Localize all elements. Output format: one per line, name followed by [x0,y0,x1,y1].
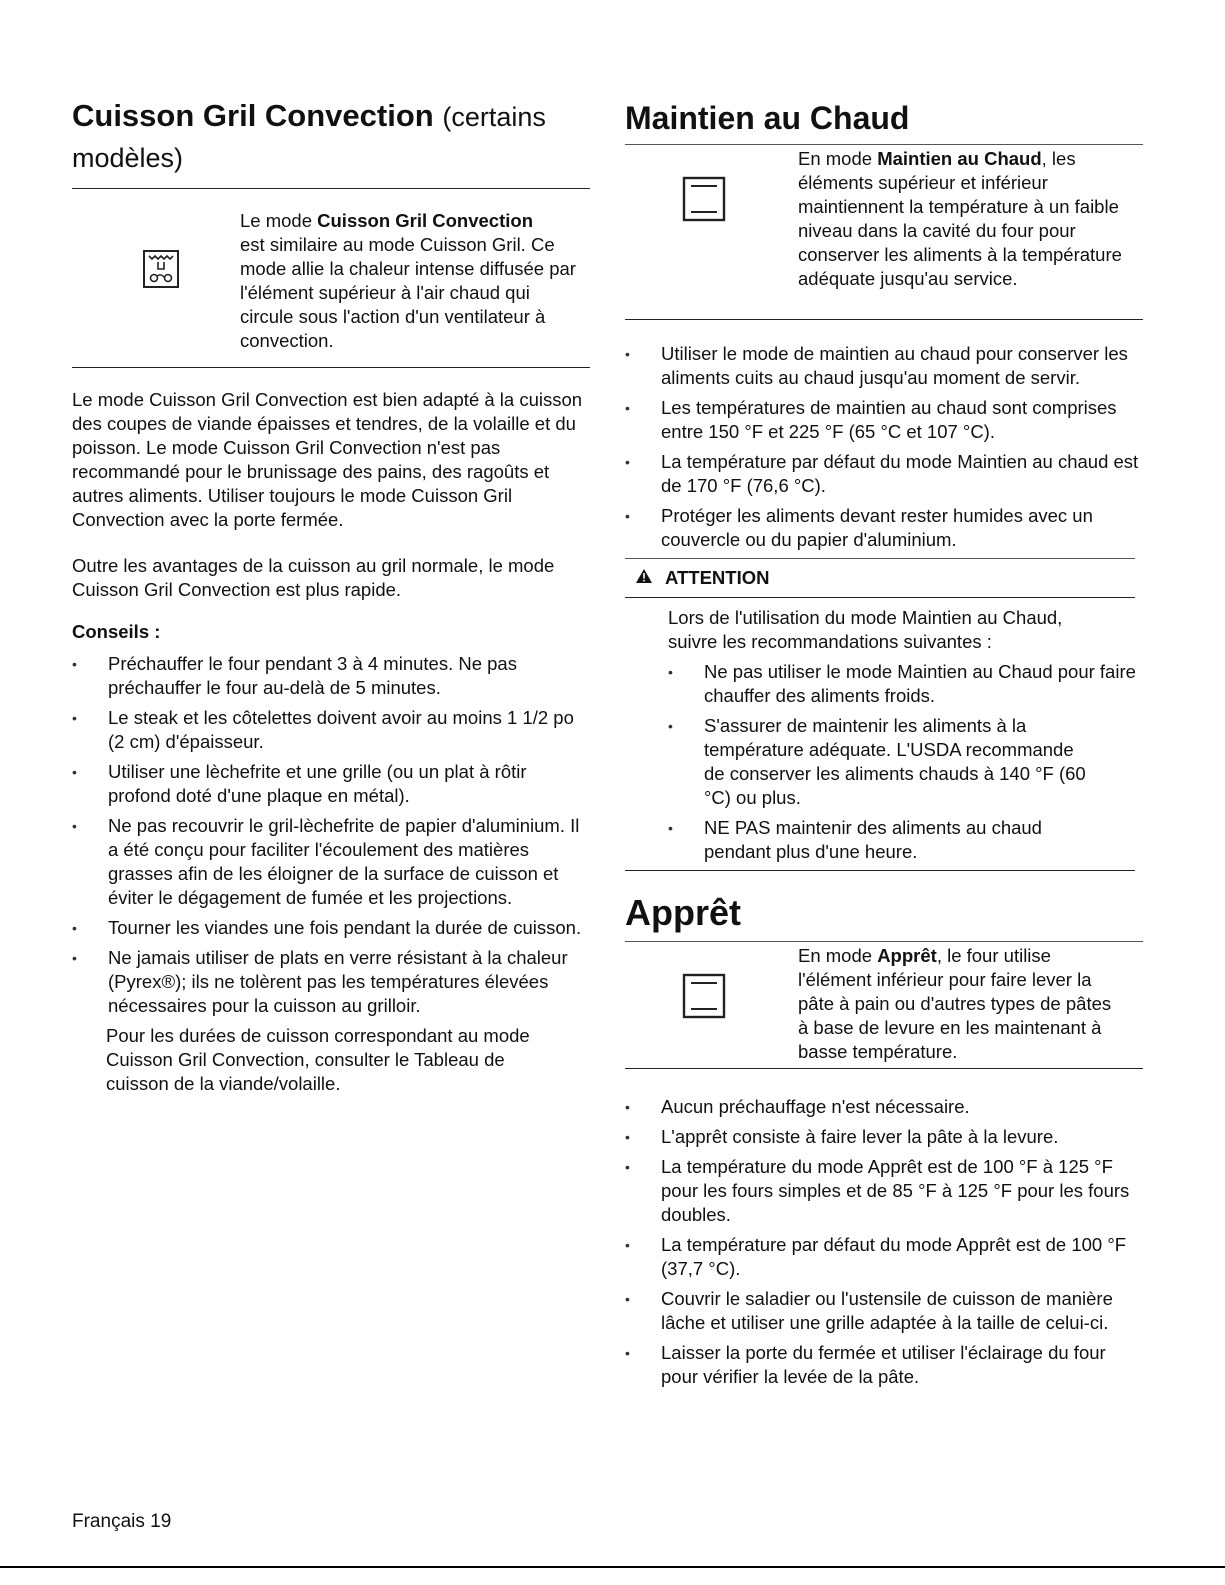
proof-intro-text [798,942,1118,1064]
list-item: • NE PAS maintenir des aliments au chaud pendant plus d'une heure. [668,816,1094,864]
right-column [625,96,1143,1395]
attention-body [625,606,1143,864]
list-item: • Ne pas utiliser le mode Maintien au Chaud pour faire chauffer des aliments froids. [668,660,1143,708]
list-item: • La température par défaut du mode Apprêt est de 100 °F (37,7 °C). [625,1233,1143,1281]
section-title-warm: Maintien au Chaud [625,100,910,136]
warming-mode-icon [625,145,798,315]
divider [625,870,1135,871]
divider [625,1068,1143,1069]
divider [625,319,1143,320]
list-item: • Préchauffer le four pendant 3 à 4 minutes. Ne pas préchauffer le four au-delà de 5 minutes. [72,652,590,700]
warm-intro-text [798,145,1128,291]
section-title-proof: Apprêt [625,892,741,933]
tips-heading: Conseils : [72,621,161,642]
paragraph: Outre les avantages de la cuisson au gril normale, le mode Cuisson Gril Convection est plus rapide. [72,555,555,600]
attention-label: ATTENTION [665,567,770,588]
tips-list [72,652,590,1018]
page-bottom-rule [0,1566,1225,1568]
list-item: • Ne jamais utiliser de plats en verre résistant à la chaleur (Pyrex®); ils ne tolèrent pas les températures élevées nécessaires pour la cuisson au grilloir. [72,946,590,1018]
intro-text [240,209,576,353]
title-rest: (certains [442,102,546,132]
list-item: • S'assurer de maintenir les aliments à la température adéquate. L'USDA recommande de conserver les aliments chauds à 140 °F (60 °C) ou plus. [668,714,1094,810]
list-item: • Le steak et les côtelettes doivent avoir au moins 1 1/2 po (2 cm) d'épaisseur. [72,706,590,754]
title-bold: Cuisson Gril Convection [72,98,434,133]
list-item: • L'apprêt consiste à faire lever la pâte à la levure. [625,1125,1143,1149]
page-number: Français 19 [72,1511,172,1532]
intro-rest: , le four utilise l'élément inférieur pour faire lever la pâte à pain ou d'autres types de pâtes à base de levure en les maintenant à basse température. [798,945,1112,1062]
section-title-broil-convection [72,96,590,178]
list-item: • Les températures de maintien au chaud sont comprises entre 150 °F et 225 °F (65 °C et 107 °C). [625,396,1143,444]
intro-pre: En mode [798,945,878,966]
intro-bold: Apprêt [877,945,937,966]
intro-pre: En mode [798,148,878,169]
intro-block [72,209,590,367]
paragraph: Le mode Cuisson Gril Convection est bien adapté à la cuisson des coupes de viande épaisses et tendres, de la volaille et du poisson. Le mode Cuisson Gril Convection n'est pas recommandé pour le brunissage des pains, des ragoûts et autres aliments. Utiliser toujours le mode Cuisson Gril Convection avec la porte fermée. [72,389,583,530]
list-item: • Utiliser le mode de maintien au chaud pour conserver les aliments cuits au chaud jusqu'au moment de servir. [625,342,1143,390]
divider [72,367,590,368]
list-item: • Tourner les viandes une fois pendant la durée de cuisson. [72,916,590,940]
divider [625,597,1135,598]
title-rest-2: modèles) [72,143,184,173]
list-item: • Utiliser une lèchefrite et une grille (ou un plat à rôtir profond doté d'une plaque en métal). [72,760,590,808]
attention-header [625,567,1143,589]
intro-rest: est similaire au mode Cuisson Gril. Ce mode allie la chaleur intense diffusée par l'élément supérieur à l'air chaud qui circule sous l'action d'un ventilateur à convection. [240,234,576,351]
proof-intro-block [625,942,1143,1068]
intro-pre: Le mode [240,210,318,231]
list-item: • La température du mode Apprêt est de 100 °F à 125 °F pour les fours simples et de 85 °F à 125 °F pour les fours doubles. [625,1155,1143,1227]
attention-intro: Lors de l'utilisation du mode Maintien au Chaud, suivre les recommandations suivantes : [668,607,1063,652]
proof-mode-icon [625,942,798,1066]
attention-list [668,660,1143,864]
proof-list [625,1095,1143,1389]
intro-bold: Maintien au Chaud [877,148,1042,169]
intro-rest: , les éléments supérieur et inférieur maintiennent la température à un faible niveau dans la cavité du four pour conserver les aliments à la température adéquate jusqu'au service. [798,148,1122,289]
divider [625,558,1135,559]
warm-list [625,342,1143,552]
warm-intro-block [625,145,1143,319]
list-item: • Laisser la porte du fermée et utiliser l'éclairage du four pour vérifier la levée de la pâte. [625,1341,1143,1389]
divider [72,188,590,189]
list-item: • Aucun préchauffage n'est nécessaire. [625,1095,1143,1119]
warning-icon [635,567,665,589]
closing-note: Pour les durées de cuisson correspondant au mode Cuisson Gril Convection, consulter le Tableau de cuisson de la viande/volaille. [106,1025,530,1094]
list-item: • Ne pas recouvrir le gril-lèchefrite de papier d'aluminium. Il a été conçu pour faciliter l'écoulement des matières grasses afin de les éloigner de la surface de cuisson et éviter le dégagement de fumée et les projections. [72,814,590,910]
list-item: • La température par défaut du mode Maintien au chaud est de 170 °F (76,6 °C). [625,450,1143,498]
broil-convection-icon [72,209,240,359]
list-item: • Couvrir le saladier ou l'ustensile de cuisson de manière lâche et utiliser une grille adaptée à la taille de celui-ci. [625,1287,1143,1335]
list-item: • Protéger les aliments devant rester humides avec un couvercle ou du papier d'aluminium. [625,504,1143,552]
left-column [72,96,590,1096]
intro-bold: Cuisson Gril Convection [317,210,533,231]
